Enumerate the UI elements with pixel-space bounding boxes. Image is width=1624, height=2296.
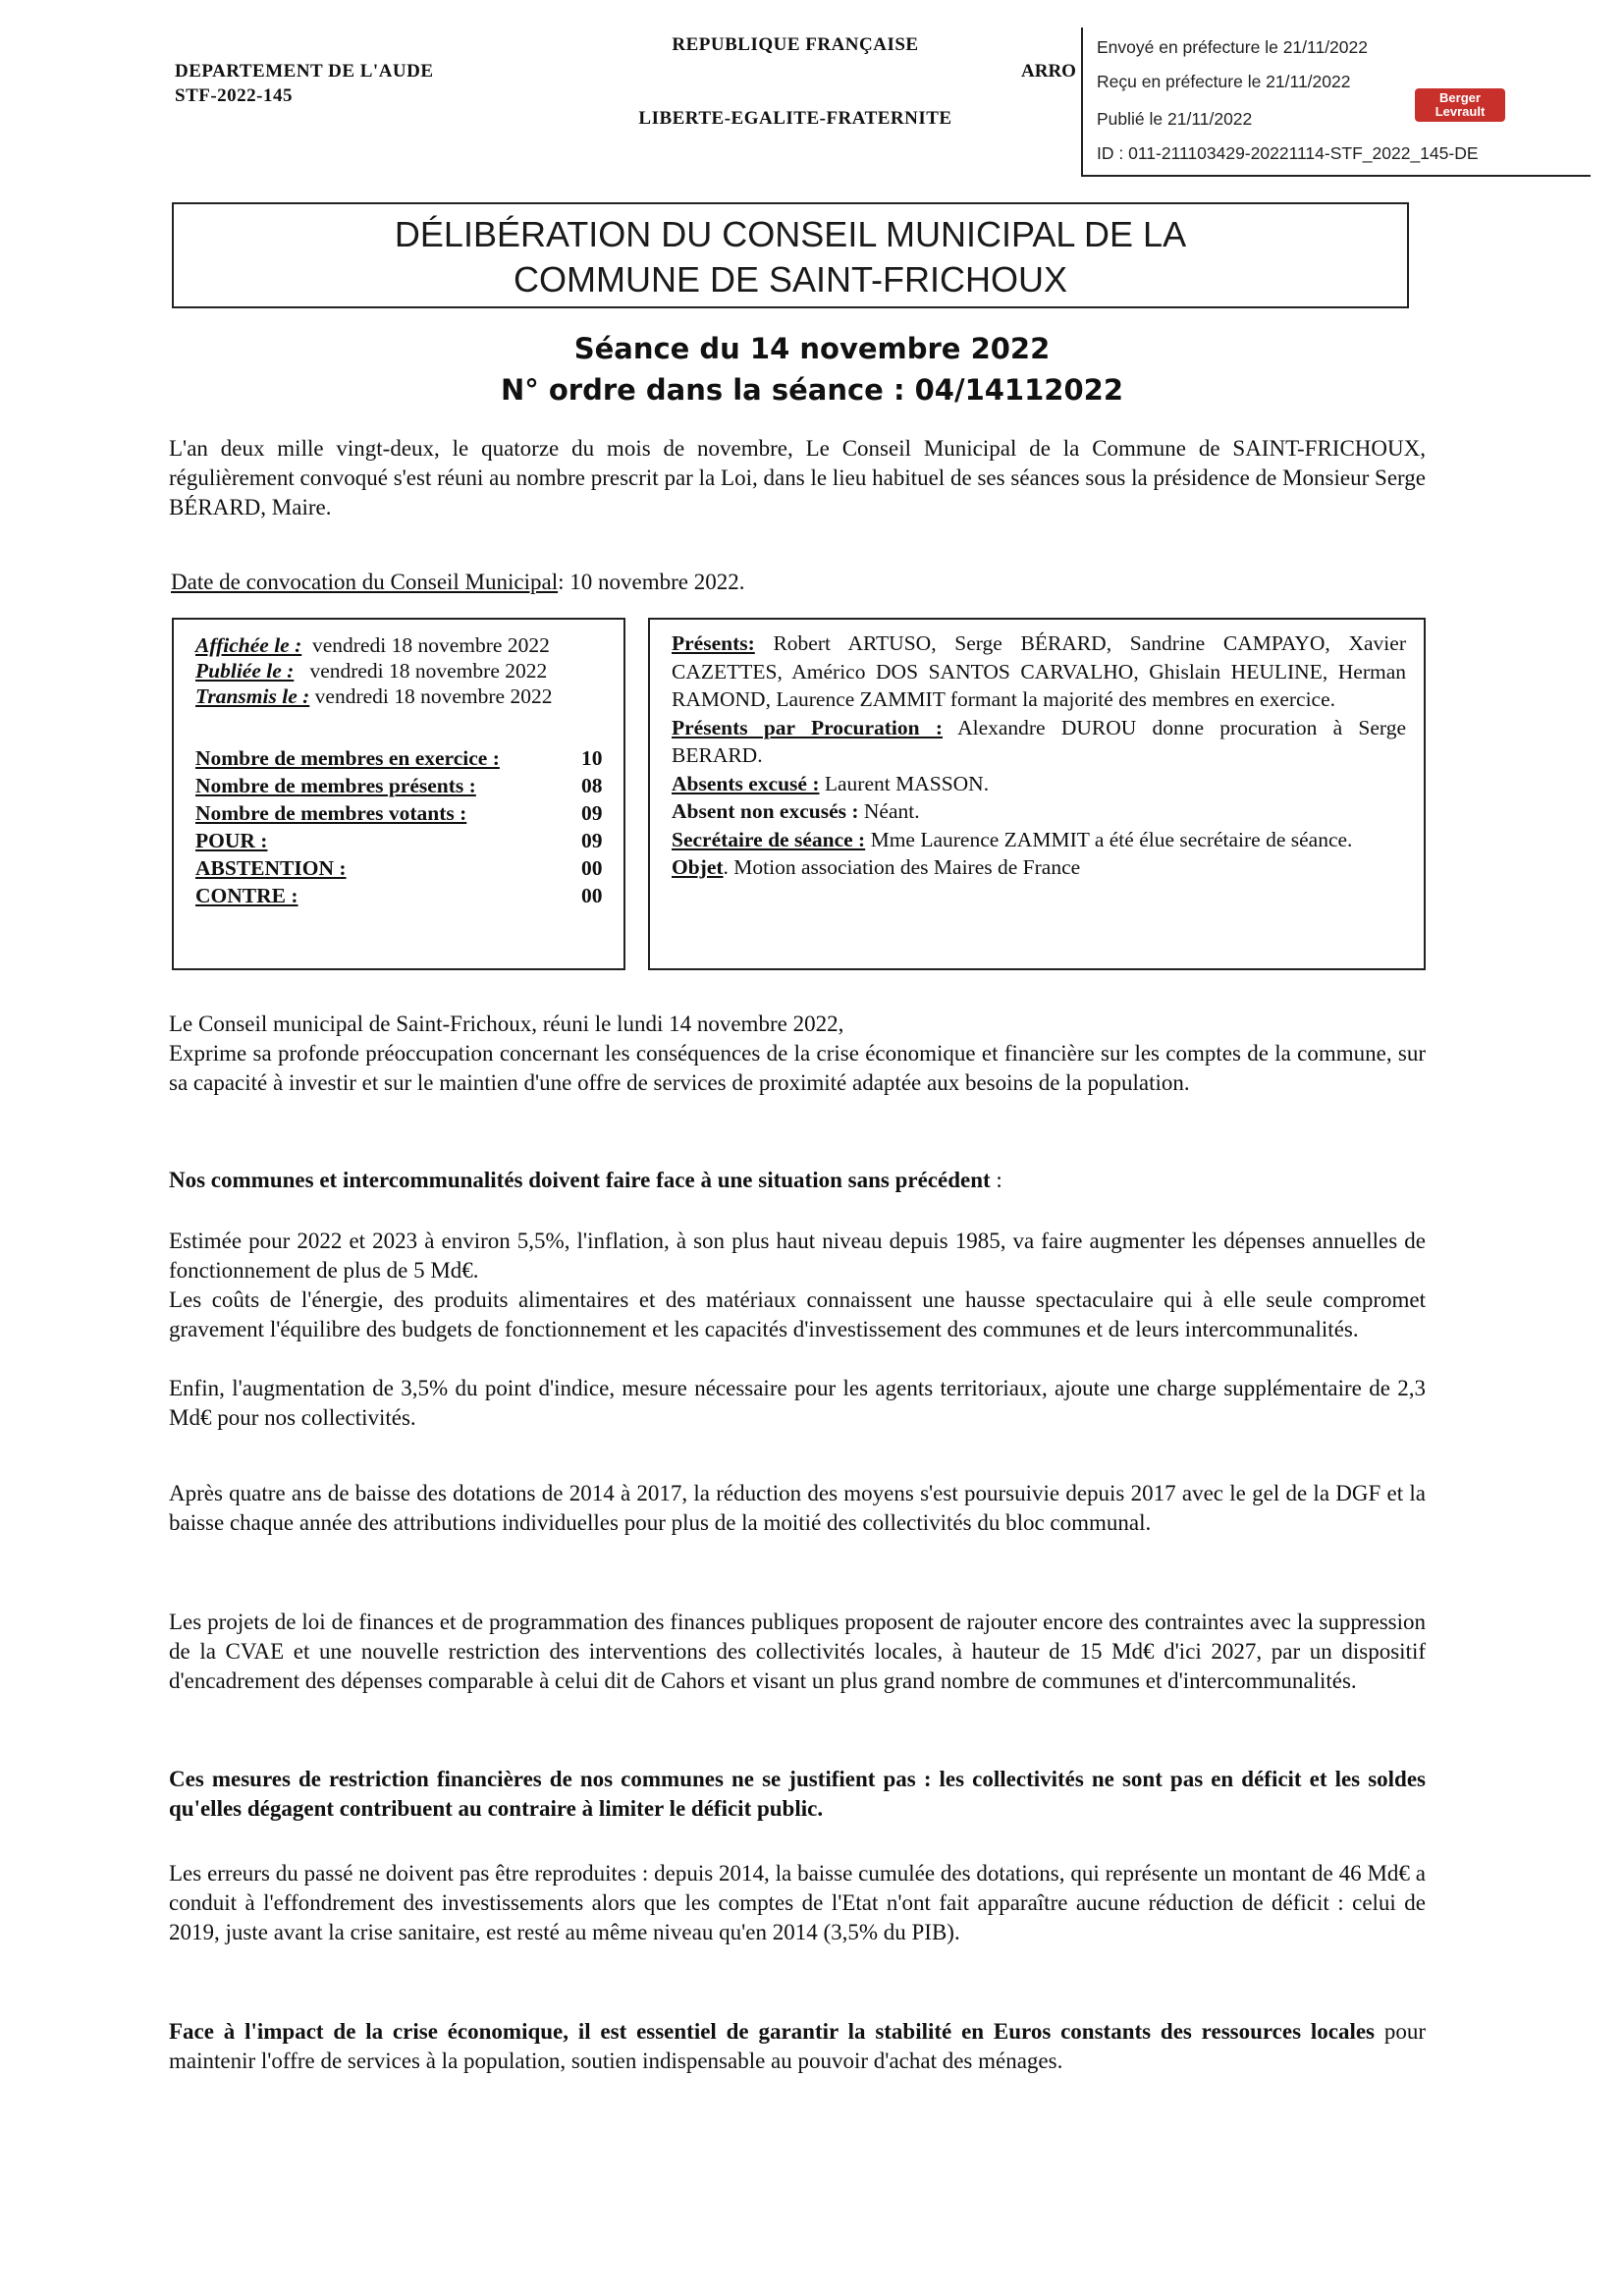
body-paragraph: Après quatre ans de baisse des dotations de 2014 à 2017, la réduction des moyens s'est poursuivie depuis 2017 avec le gel de la DGF et la baisse chaque année des attributions individuelles pour plus de la moitié des collectivités du bloc communal.	[169, 1481, 1426, 1535]
title-line-1: DÉLIBÉRATION DU CONSEIL MUNICIPAL DE LA	[394, 214, 1187, 254]
stat-row: Nombre de membres votants :	[195, 801, 467, 825]
stamp-sent: Envoyé en préfecture le 21/11/2022	[1097, 37, 1368, 57]
motto: LIBERTE-EGALITE-FRATERNITE	[638, 108, 952, 129]
session-date: Séance du 14 novembre 2022	[573, 332, 1051, 365]
body-paragraph: Les projets de loi de finances et de programmation des finances publiques proposent de rajouter encore des contraintes avec la suppression de la CVAE et une nouvelle restriction des interventions des collectivités locales, à hauteur de 15 Md€ d'ici 2027, par un dispositif d'encadrement des dépenses comparable à celui dit de Cahors et visant un plus grand nombre de communes et d'intercommunalités.	[169, 1610, 1426, 1693]
stat-value: 10	[581, 746, 603, 770]
republic-heading: REPUBLIQUE FRANÇAISE	[672, 34, 919, 55]
stat-row: CONTRE :	[195, 884, 298, 907]
publication-row: Transmis le : vendredi 18 novembre 2022	[195, 684, 553, 708]
body-paragraph: Les coûts de l'énergie, des produits alimentaires et des matériaux connaissent une hausse spectaculaire qui à elle seule compromet gravement l'équilibre des budgets de fonctionnement et les capacités d'investissement des communes et de leurs intercommunalités.	[169, 1287, 1426, 1341]
present-members: Présents: Robert ARTUSO, Serge BÉRARD, Sandrine CAMPAYO, Xavier CAZETTES, Américo DOS SANTOS CARVALHO, Ghislain HEULINE, Herman RAMOND, Laurence ZAMMIT formant la majorité des membres en exercice.	[672, 631, 1406, 711]
body-paragraph: Les erreurs du passé ne doivent pas être reproduites : depuis 2014, la baisse cumulée des dotations, qui représente un montant de 46 Md€ a conduit à l'effondrement des investissements alors que les comptes de l'Etat n'ont fait apparaître aucune réduction de déficit : celui de 2019, juste avant la crise sanitaire, est resté au même niveau qu'en 2014 (3,5% du PIB).	[169, 1861, 1426, 1944]
berger-levrault-logo: Berger Levrault	[1415, 88, 1505, 122]
convocation-label: Date de convocation du Conseil Municipal	[171, 570, 559, 594]
stat-row: Nombre de membres en exercice :	[195, 746, 500, 770]
intro-paragraph: L'an deux mille vingt-deux, le quatorze du mois de novembre, Le Conseil Municipal de la Commune de SAINT-FRICHOUX, régulièrement convoqué s'est réuni au nombre prescrit par la Loi, dans le lieu habituel de ses séances sous la présidence de Monsieur Serge BÉRARD, Maire.	[169, 436, 1426, 519]
stat-value: 09	[581, 829, 603, 852]
convocation-date	[171, 570, 744, 595]
session-order: N° ordre dans la séance : 04/14112022	[500, 373, 1124, 407]
stat-value: 00	[581, 856, 603, 880]
stamp-received: Reçu en préfecture le 21/11/2022	[1097, 72, 1351, 91]
stat-row: ABSTENTION :	[195, 856, 347, 880]
stamp-published: Publié le 21/11/2022	[1097, 109, 1253, 129]
attendance-box	[648, 618, 1426, 970]
body-paragraph: Le Conseil municipal de Saint-Frichoux, réuni le lundi 14 novembre 2022,	[169, 1011, 844, 1036]
body-paragraph: Estimée pour 2022 et 2023 à environ 5,5%, l'inflation, à son plus haut niveau depuis 1985, va faire augmenter les dépenses annuelles de fonctionnement de plus de 5 Md€.	[169, 1229, 1426, 1283]
publication-row: Publiée le : vendredi 18 novembre 2022	[195, 659, 548, 683]
stat-row: Nombre de membres présents :	[195, 774, 476, 797]
excused-members: Absents excusé : Laurent MASSON.	[672, 771, 990, 795]
body-paragraph: Face à l'impact de la crise économique, il est essentiel de garantir la stabilité en Euros constants des ressources locales pour maintenir l'offre de services à la population, soutien indispensable au pouvoir d'achat des ménages.	[169, 2019, 1426, 2073]
department-name: DEPARTEMENT DE L'AUDE	[175, 61, 434, 82]
stat-value: 08	[581, 774, 603, 797]
title-line-2: COMMUNE DE SAINT-FRICHOUX	[513, 259, 1067, 300]
body-paragraph: Exprime sa profonde préoccupation concernant les conséquences de la crise économique et financière sur les comptes de la commune, sur sa capacité à investir et sur le maintien d'une offre de services de proximité adaptée aux besoins de la population.	[169, 1041, 1426, 1095]
convocation-value: : 10 novembre 2022.	[558, 570, 745, 594]
arrondissement-fragment: ARRO	[1021, 61, 1076, 82]
reference-number: STF-2022-145	[175, 85, 293, 106]
proxy-members: Présents par Procuration : Alexandre DUROU donne procuration à Serge BERARD.	[672, 715, 1406, 767]
session-secretary: Secrétaire de séance : Mme Laurence ZAMMIT a été élue secrétaire de séance.	[672, 827, 1353, 851]
deliberation-object: Objet. Motion association des Maires de France	[672, 855, 1081, 879]
document-title	[172, 202, 1409, 308]
section-heading: Nos communes et intercommunalités doivent faire face à une situation sans précédent :	[169, 1168, 1002, 1192]
body-paragraph: Enfin, l'augmentation de 3,5% du point d'indice, mesure nécessaire pour les agents territoriaux, ajoute une charge supplémentaire de 2,3 Md€ pour nos collectivités.	[169, 1376, 1426, 1430]
department-header	[175, 59, 434, 108]
stat-row: POUR :	[195, 829, 268, 852]
publication-stats-box	[172, 618, 625, 970]
prefecture-stamp	[1081, 27, 1591, 177]
unexcused-members: Absent non excusés : Néant.	[672, 799, 920, 823]
publication-row: Affichée le : vendredi 18 novembre 2022	[195, 633, 550, 657]
stat-value: 09	[581, 801, 603, 825]
stat-value: 00	[581, 884, 603, 907]
attendance-text	[672, 629, 1406, 882]
stamp-id: ID : 011-211103429-20221114-STF_2022_145-DE	[1097, 143, 1479, 163]
section-heading: Ces mesures de restriction financières de nos communes ne se justifient pas : les collectivités ne sont pas en déficit et les soldes qu'elles dégagent contribuent au contraire à limiter le déficit public.	[169, 1767, 1426, 1821]
